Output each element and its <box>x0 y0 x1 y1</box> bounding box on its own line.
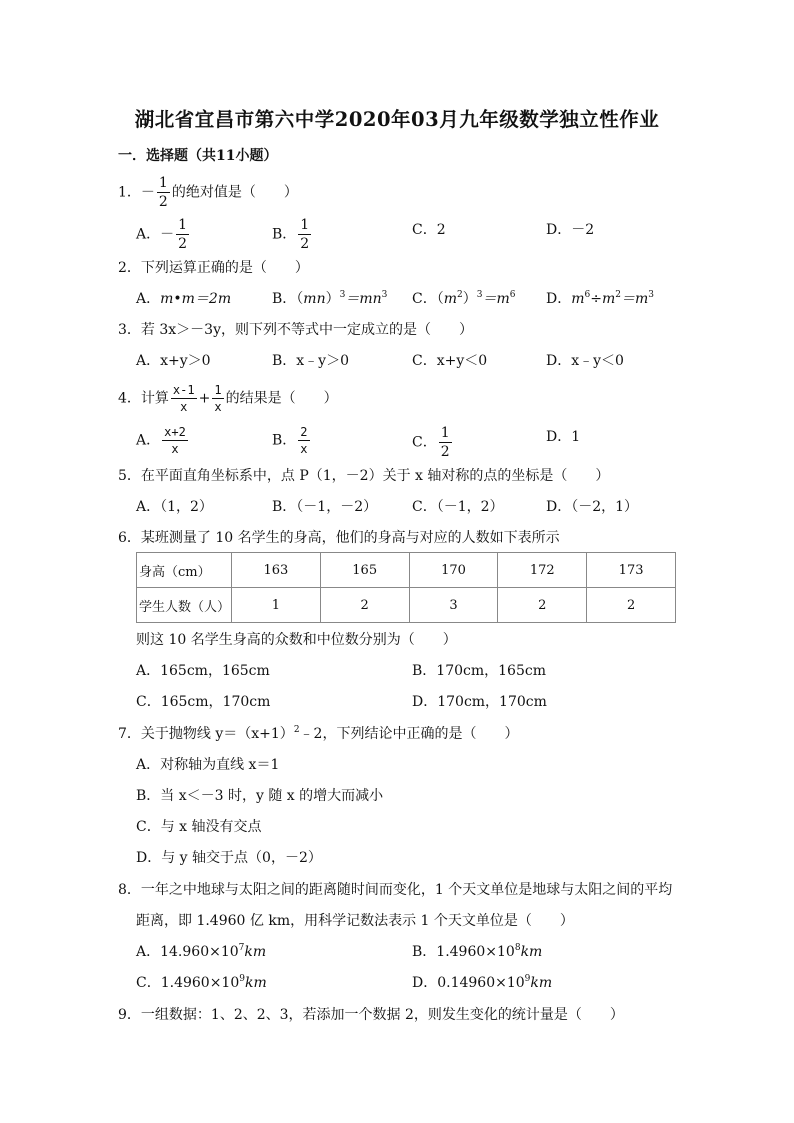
q4-option-b <box>272 426 312 455</box>
denominator: x <box>180 400 188 414</box>
denominator: x <box>171 442 179 456</box>
option-label: B． <box>272 432 297 449</box>
q3-option-c: C．x+y＜0 <box>412 353 488 369</box>
numerator: 1 <box>300 217 310 233</box>
question-1 <box>118 176 298 209</box>
q1-option-c: C．2 <box>412 222 446 238</box>
table-cell: 2 <box>587 588 676 623</box>
fraction <box>176 218 189 251</box>
fraction <box>439 426 452 459</box>
fraction <box>298 426 309 455</box>
question-number: 1． <box>118 184 141 201</box>
option-label: C． <box>412 434 437 451</box>
q8-option-c <box>136 973 267 993</box>
numerator: x+2 <box>164 425 186 439</box>
paren: ） <box>462 291 477 307</box>
question-5: 5．在平面直角坐标系中，点 P（1，－2）关于 x 轴对称的点的坐标是（ ） <box>118 468 610 484</box>
minus-sign: － <box>160 226 175 243</box>
q6-option-a: A．165cm，165cm <box>136 663 270 679</box>
table-cell: 163 <box>232 553 321 588</box>
q3-option-a: A．x+y＞0 <box>136 353 211 369</box>
q3-option-d: D．x﹣y＜0 <box>546 353 624 369</box>
numerator: 1 <box>440 425 450 441</box>
exponent: 6 <box>584 290 591 300</box>
minus-sign: － <box>140 184 155 201</box>
exponent: 3 <box>381 290 388 300</box>
table-cell: 165 <box>320 553 409 588</box>
unit: km <box>244 944 267 960</box>
q4-option-d: D．1 <box>546 429 581 445</box>
exponent: 2 <box>457 290 463 300</box>
exponent: 8 <box>514 943 521 953</box>
q7-option-c: C．与 x 轴没有交点 <box>136 819 262 835</box>
q1-option-b <box>272 218 313 251</box>
exponent: 9 <box>524 974 531 984</box>
table-cell: 172 <box>498 553 587 588</box>
q2-option-c <box>412 289 515 309</box>
option-label: A． <box>136 432 161 449</box>
question-3: 3．若 3x＞－3y，则下列不等式中一定成立的是（ ） <box>118 322 473 338</box>
numerator: 2 <box>300 425 308 439</box>
expression: ＝m <box>621 291 649 307</box>
option-label: B． <box>272 226 297 243</box>
denominator: 2 <box>300 236 310 252</box>
fraction <box>212 384 223 413</box>
question-7 <box>118 724 518 744</box>
q2-option-d <box>546 289 654 309</box>
q2-option-b <box>272 289 387 309</box>
table-cell: 173 <box>587 553 676 588</box>
question-8-line-2: 距离，即 1.4960 亿 km，用科学记数法表示 1 个天文单位是（ ） <box>136 913 574 929</box>
table-header-cell: 身高（cm） <box>137 553 232 588</box>
q4-option-c <box>412 426 454 459</box>
denominator: 2 <box>158 194 168 210</box>
exponent: 6 <box>509 290 516 300</box>
unit: km <box>520 944 543 960</box>
exponent: 2 <box>615 290 621 300</box>
exponent: 3 <box>339 290 346 300</box>
numerator: 1 <box>178 217 188 233</box>
unit: km <box>530 975 553 991</box>
page-title: 湖北省宜昌市第六中学2020年03月九年级数学独立性作业 <box>134 108 660 131</box>
table-row <box>137 588 676 623</box>
question-text: 4．计算 <box>118 390 169 407</box>
question-text: ﹣2，下列结论中正确的是（ ） <box>299 726 519 742</box>
expression: ÷m <box>590 291 616 307</box>
q1-option-d: D．－2 <box>546 222 595 238</box>
q5-option-b: B．（－1，－2） <box>272 499 378 515</box>
q8-option-b <box>412 942 542 962</box>
option-text: B．1.4960×10 <box>412 944 515 960</box>
table-cell: 170 <box>409 553 498 588</box>
q7-option-b: B．当 x＜－3 时，y 随 x 的增大而减小 <box>136 788 384 804</box>
unit: km <box>244 975 267 991</box>
q3-option-b: B．x﹣y＞0 <box>272 353 349 369</box>
option-label: A． <box>136 291 161 307</box>
table-row <box>137 553 676 588</box>
fraction <box>162 426 188 455</box>
exponent: 9 <box>239 974 245 984</box>
question-9: 9．一组数据：1、2、2、3，若添加一个数据 2，则发生变化的统计量是（ ） <box>118 1007 624 1023</box>
q1-option-a <box>136 218 191 251</box>
numerator: 1 <box>214 383 222 397</box>
option-label: A． <box>136 226 161 243</box>
option-label: D． <box>546 291 572 307</box>
paren: ） <box>325 291 340 307</box>
fraction <box>157 176 170 209</box>
q8-option-a <box>136 942 266 962</box>
denominator: x <box>300 442 308 456</box>
question-text: 7．关于抛物线 y＝（x+1） <box>118 726 294 742</box>
height-table <box>136 552 676 623</box>
table-cell: 1 <box>232 588 321 623</box>
table-cell: 2 <box>498 588 587 623</box>
expression: m <box>571 291 585 307</box>
denominator: 2 <box>178 236 188 252</box>
option-label: C．（ <box>412 291 444 307</box>
q5-option-a: A．（1，2） <box>136 499 213 515</box>
question-text: 的结果是（ ） <box>225 390 338 407</box>
question-6: 6．某班测量了 10 名学生的身高，他们的身高与对应的人数如下表所示 <box>118 530 560 546</box>
q5-option-c: C．（－1，2） <box>412 499 504 515</box>
fraction <box>171 384 197 413</box>
numerator: 1 <box>158 175 168 191</box>
q8-option-d <box>412 973 552 993</box>
exponent: 3 <box>648 290 655 300</box>
exponent: 2 <box>293 725 300 735</box>
fraction <box>298 218 311 251</box>
section-heading: 一．选择题（共11小题） <box>118 148 278 164</box>
denominator: 2 <box>440 444 450 460</box>
option-text: D．0.14960×10 <box>412 975 525 991</box>
question-2: 2．下列运算正确的是（ ） <box>118 260 309 276</box>
exponent: 3 <box>476 290 483 300</box>
table-header-cell: 学生人数（人） <box>137 588 232 623</box>
option-label: B．（ <box>272 291 304 307</box>
question-8-line-1: 8．一年之中地球与太阳之间的距离随时间而变化，1 个天文单位是地球与太阳之间的平均 <box>118 882 673 898</box>
exponent: 7 <box>238 943 245 953</box>
question-text: 的绝对值是（ ） <box>171 184 298 201</box>
expression: ＝m <box>482 291 510 307</box>
q7-option-a: A．对称轴为直线 x＝1 <box>136 757 280 773</box>
q2-option-a <box>136 289 231 309</box>
denominator: x <box>214 400 222 414</box>
numerator: x-1 <box>172 383 195 397</box>
plus-sign: + <box>198 390 211 407</box>
option-text: A．14.960×10 <box>136 944 239 960</box>
table-cell: 2 <box>320 588 409 623</box>
q6-option-d: D．170cm，170cm <box>412 694 547 710</box>
q6-option-c: C．165cm，170cm <box>136 694 271 710</box>
q4-option-a <box>136 426 190 455</box>
question-4 <box>118 384 338 413</box>
q5-option-d: D．（－2，1） <box>546 499 639 515</box>
table-cell: 3 <box>409 588 498 623</box>
q7-option-d: D．与 y 轴交于点（0，－2） <box>136 850 322 866</box>
expression: m <box>443 291 457 307</box>
q6-option-b: B．170cm，165cm <box>412 663 546 679</box>
option-text: C．1.4960×10 <box>136 975 240 991</box>
q6-followup: 则这 10 名学生身高的众数和中位数分别为（ ） <box>136 632 457 648</box>
expression: m•m＝2m <box>160 291 232 307</box>
expression: mn <box>303 291 326 307</box>
expression: ＝mn <box>345 291 382 307</box>
